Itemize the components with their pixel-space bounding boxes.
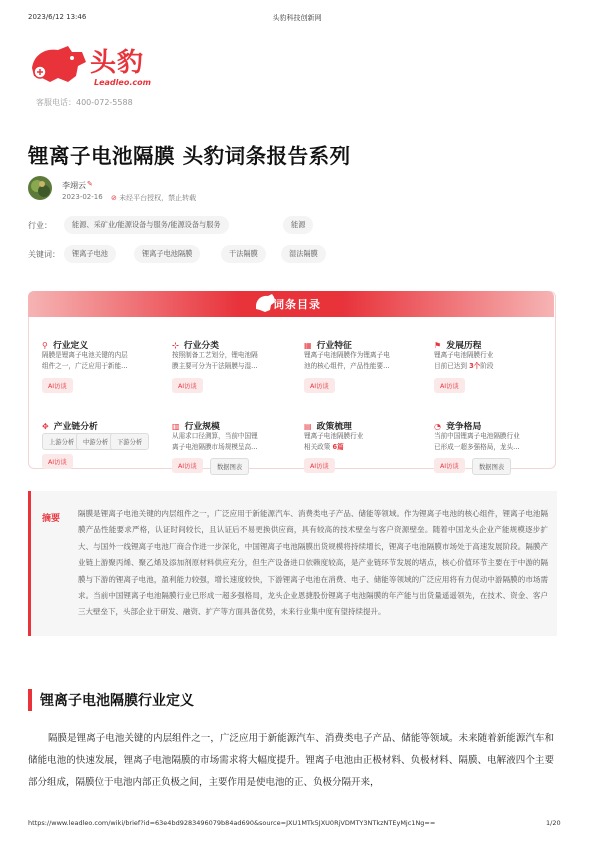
keyword-tag[interactable]: 干法隔膜 (221, 245, 266, 263)
toc-item-desc: 按照制备工艺划分，锂电池隔 膜主要可分为干法隔膜与湿... (172, 351, 258, 370)
no-entry-icon: ⊘ (111, 194, 117, 202)
pie-chart-icon: ◔ (434, 422, 441, 431)
copyright-note: ⊘ 未经平台授权，禁止转载 (111, 194, 197, 202)
hierarchy-icon: ⊹ (172, 341, 179, 350)
toc-item-desc: 锂离子电池隔膜行业 相关政策 6篇 (304, 432, 364, 451)
ai-interview-chip[interactable]: AI访谈 (172, 378, 203, 393)
grid-icon: ▦ (304, 341, 312, 350)
section-accent-bar (28, 689, 32, 711)
toc-item-classification[interactable]: ⊹ 行业分类 (172, 341, 219, 351)
logo-text-cn: 头豹 (90, 48, 145, 78)
ai-interview-chip[interactable]: AI访谈 (304, 378, 335, 393)
toc-item-desc: 锂离子电池隔膜行业 目前已达到 3个阶段 (434, 351, 494, 370)
document-icon: ▤ (304, 422, 312, 431)
toc-item-market-size[interactable]: ▥ 行业规模 (172, 422, 220, 432)
toc-item-desc: 从需求口径测算，当前中国锂 离子电池隔膜市场规模呈高... (172, 432, 258, 451)
data-chart-chip[interactable]: 数据图表 (210, 458, 249, 475)
toc-item-history[interactable]: ⚑ 发展历程 (434, 341, 482, 351)
print-site-title: 头豹科技创新网 (272, 14, 322, 22)
keyword-tag[interactable]: 锂离子电池隔膜 (134, 245, 200, 263)
branch-icon: ✥ (42, 422, 49, 431)
keywords-label: 关键词： (28, 250, 60, 259)
avatar-image (28, 176, 52, 200)
keyword-tag[interactable]: 锂离子电池 (64, 245, 116, 263)
section-title: 锂离子电池隔膜行业定义 (40, 693, 194, 709)
midstream-tab[interactable]: 中游分析 (76, 433, 115, 450)
customer-service-phone: 客服电话：400-072-5588 (36, 98, 133, 107)
toc-item-desc: 当前中国锂离子电池隔膜行业 已形成一超多强格局，龙头... (434, 432, 520, 451)
search-doc-icon: ⚲ (42, 341, 48, 350)
section-body: 隔膜是锂离子电池关键的内层组件之一，广泛应用于新能源汽车、消费类电子产品、储能等领域。未来随着新能源汽车和储能电池的快速发展，锂离子电池隔膜的市场需求将大幅度提升。锂离子电池由正极材料、负极材料、隔膜、电解液四个主要部分组成，隔膜位于电池内部正负极之间，主要作用是使电池的正、负极分隔开来， (28, 733, 554, 788)
toc-item-competition[interactable]: ◔ 竞争格局 (434, 422, 482, 432)
abstract-label: 摘要 (42, 514, 61, 524)
keyword-tag[interactable]: 湿法隔膜 (281, 245, 326, 263)
page-title: 锂离子电池隔膜 头豹词条报告系列 (28, 144, 351, 168)
industry-label: 行业： (28, 221, 52, 230)
author-name[interactable]: 李翊云 (62, 181, 86, 190)
ai-interview-chip[interactable]: AI访谈 (172, 458, 203, 473)
publish-date: 2023-02-16 (62, 193, 103, 201)
verified-badge-icon: ✎ (87, 180, 93, 188)
abstract-text: 隔膜是锂离子电池关键的内层组件之一，广泛应用于新能源汽车、消费类电子产品、储能等领域。作为锂离子电池的核心组件，锂离子电池隔膜产品性能要求严格，认证时间较长，且认证后不易更换供应商，具有较高的技术壁垒与客户资源壁垒。随着中国龙头企业产能规模逐步扩大、与国外一线锂离子电池厂商合作进一步深化，中国锂离子电池隔膜出货规模将持续增长，锂离子电池隔膜市场处于高速发展阶段。隔膜产业链上游聚丙烯、聚乙烯及添加剂原材料供应充分，但生产设备进口依赖度较高，是产业链环节发展的堵点，核心价值环节主要在于中游的隔膜与下游的锂离子电池，盈利能力较强，增长速度较快，下游锂离子电池在消费、电子、储能等领域的广泛应用将有力促动中游隔膜的市场需求。当前中国锂离子电池隔膜行业已形成一超多强格局，龙头企业恩捷股份锂离子电池隔膜的年产能与出货量遥遥领先，在技术、资金、客户三大壁垒下，头部企业于研发、融资、扩产等方面具备优势，未来行业集中度有望持续提升。 (78, 509, 548, 617)
leadleo-logo[interactable] (28, 42, 158, 102)
toc-title: 词条目录 (273, 298, 321, 311)
browser-print-header (0, 0, 594, 30)
ai-interview-chip[interactable]: AI访谈 (42, 378, 73, 393)
author-avatar[interactable] (28, 176, 52, 200)
ai-interview-chip[interactable]: AI访谈 (434, 458, 465, 473)
upstream-tab[interactable]: 上游分析 (42, 433, 81, 450)
toc-item-value-chain[interactable]: ✥ 产业链分析 (42, 422, 98, 432)
page-number: 1/20 (546, 819, 561, 827)
toc-item-definition[interactable]: ⚲ 行业定义 (42, 341, 89, 351)
ai-interview-chip[interactable]: AI访谈 (42, 454, 73, 469)
toc-item-policy[interactable]: ▤ 政策梳理 (304, 422, 352, 432)
toc-item-characteristics[interactable]: ▦ 行业特征 (304, 341, 352, 351)
industry-tag[interactable]: 能源、采矿业/能源设备与服务/能源设备与服务 (64, 216, 229, 234)
toc-item-desc: 锂离子电池隔膜作为锂离子电 池的核心组件，产品性能要... (304, 351, 390, 370)
ai-interview-chip[interactable]: AI访谈 (434, 378, 465, 393)
footer-url[interactable]: https://www.leadleo.com/wiki/brief?id=63e4bd9283496079b84ad690&source=JXU1MTk5JXU0RjVDMTY3NTkzNTEyMjc1Ng== (28, 819, 436, 827)
logo-text-en: Leadleo.com (94, 78, 151, 87)
ai-interview-chip[interactable]: AI访谈 (304, 458, 335, 473)
leopard-logo-icon (28, 42, 88, 84)
data-chart-chip[interactable]: 数据图表 (472, 458, 511, 475)
downstream-tab[interactable]: 下游分析 (110, 433, 149, 450)
flag-icon: ⚑ (434, 341, 442, 350)
industry-tag[interactable]: 能源 (283, 216, 313, 234)
toc-item-desc: 隔膜是锂离子电池关键的内层 组件之一，广泛应用于新能... (42, 351, 128, 370)
bar-chart-icon: ▥ (172, 422, 180, 431)
print-date: 2023/6/12 13:46 (28, 13, 87, 21)
